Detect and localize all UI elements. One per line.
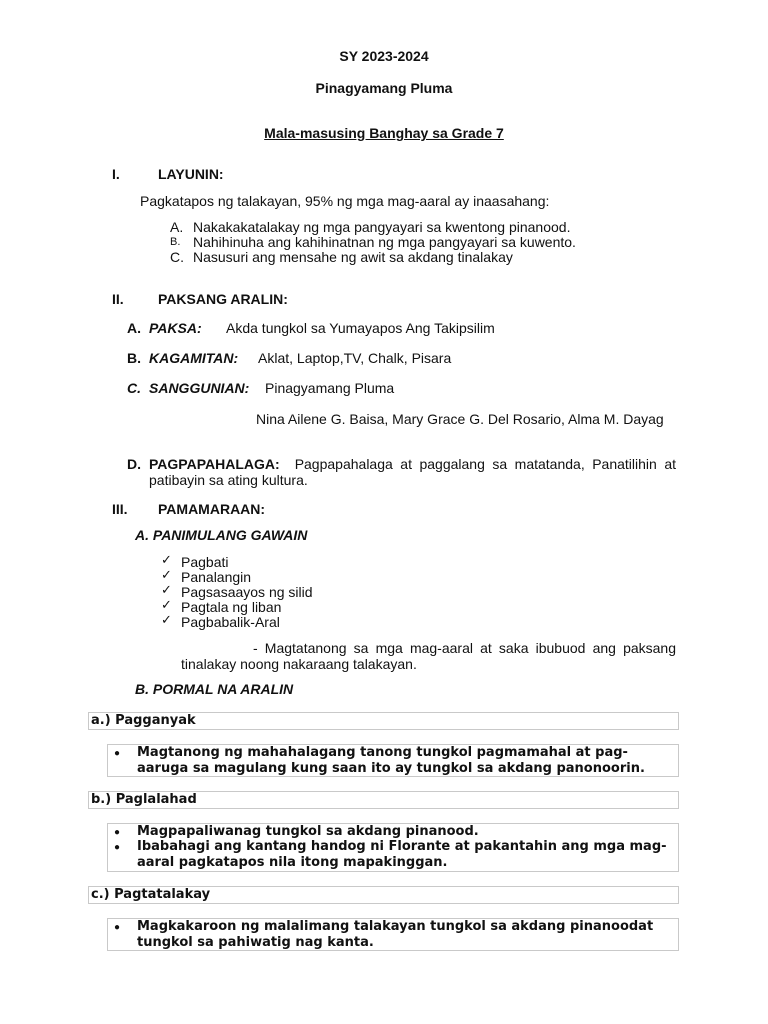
checklist-item: Pagtala ng liban <box>181 599 282 615</box>
layunin-intro: Pagkatapos ng talakayan, 95% ng mga mag-aaral ay inaasahang: <box>140 193 550 209</box>
balik-aral-note: - Magtatanong sa mga mag-aaral at saka ibubuod ang paksang tinalakay noong nakaraang talakayan. <box>181 640 676 672</box>
pagganyak-bullet: Magtanong ng mahahalagang tanong tungkol pagmamahal at pag-aaruga sa magulang kung saan ito ay tungkol sa akdang panonoorin. <box>137 745 645 776</box>
kagamitan-label: KAGAMITAN: <box>149 350 239 366</box>
plan-title: Mala-masusing Banghay sa Grade 7 <box>264 125 504 141</box>
paksa-value: Akda tungkol sa Yumayapos Ang Takipsilim <box>226 320 495 336</box>
layunin-item-a: Nakakakatalakay ng mga pangyayari sa kwentong pinanood. <box>193 219 571 235</box>
pamamaraan-heading: PAMAMARAAN: <box>158 501 266 517</box>
layunin-letter-a: A. <box>170 219 184 235</box>
layunin-letter-b: B. <box>170 236 181 248</box>
layunin-letter-c: C. <box>170 249 184 265</box>
bullet-icon: ● <box>114 827 121 838</box>
layunin-item-c: Nasusuri ang mensahe ng awit sa akdang tinalakay <box>193 249 513 265</box>
paglalahad-bullet: Magpapaliwanag tungkol sa akdang pinanood. <box>137 824 479 839</box>
bullet-icon: ● <box>114 842 121 853</box>
pagpapahalaga-value: Pagpapahalaga at paggalang sa matatanda, Panatilihin at patibayin sa ating kultura. <box>149 456 676 488</box>
layunin-item-b: Nahihinuha ang kahihinatnan ng mga pangyayari sa kuwento. <box>193 234 576 250</box>
layunin-heading: LAYUNIN: <box>158 166 224 182</box>
sanggunian-value: Pinagyamang Pluma <box>265 380 395 396</box>
paksang-aralin-heading: PAKSANG ARALIN: <box>158 291 288 307</box>
checklist-item: Pagbabalik-Aral <box>181 614 280 630</box>
sanggunian-authors: Nina Ailene G. Baisa, Mary Grace G. Del Rosario, Alma M. Dayag <box>256 411 664 427</box>
pagpapahalaga-letter: D. <box>127 456 141 472</box>
section-label-box <box>88 712 679 730</box>
pagganyak-label: a.) Pagganyak <box>91 713 196 728</box>
pagtatalakay-bullet: Magkakaroon ng malalimang talakayan tungkol sa akdang pinanoodat tungkol sa pahiwatig nag kanta. <box>137 919 654 950</box>
bullet-icon: ● <box>114 748 121 759</box>
section-label-box <box>88 791 679 809</box>
panimulang-gawain-heading: A. PANIMULANG GAWAIN <box>135 527 308 543</box>
kagamitan-letter: B. <box>127 350 141 366</box>
sanggunian-label: SANGGUNIAN: <box>149 380 250 396</box>
paglalahad-bullet: Ibabahagi ang kantang handog ni Florante at pakantahin ang mga mag-aaral pagkatapos nila itong mapakinggan. <box>137 839 667 870</box>
bullet-icon: ● <box>114 922 121 933</box>
checklist-item: Pagsasaayos ng silid <box>181 584 313 600</box>
paglalahad-box <box>107 823 679 872</box>
paksa-letter: A. <box>127 320 141 336</box>
check-icon: ✓ <box>161 568 172 583</box>
paksa-label: PAKSA: <box>149 320 202 336</box>
pormal-na-aralin-heading: B. PORMAL NA ARALIN <box>135 681 294 697</box>
pagpapahalaga-block <box>149 456 676 488</box>
kagamitan-value: Aklat, Laptop,TV, Chalk, Pisara <box>258 350 452 366</box>
book-title: Pinagyamang Pluma <box>315 80 453 96</box>
check-icon: ✓ <box>161 613 172 628</box>
pagpapahalaga-label: PAGPAPAHALAGA: <box>149 456 280 472</box>
checklist-item: Panalangin <box>181 569 252 585</box>
sanggunian-letter: C. <box>127 380 141 396</box>
section-num-2: II. <box>112 291 124 307</box>
pagtatalakay-box <box>107 918 679 951</box>
pagtatalakay-label: c.) Pagtatalakay <box>91 887 211 902</box>
section-label-box <box>88 886 679 904</box>
checklist-item: Pagbati <box>181 554 229 570</box>
check-icon: ✓ <box>161 553 172 568</box>
school-year: SY 2023-2024 <box>339 48 429 64</box>
check-icon: ✓ <box>161 598 172 613</box>
check-icon: ✓ <box>161 583 172 598</box>
section-num-3: III. <box>112 501 128 517</box>
pagganyak-box <box>107 744 679 777</box>
paglalahad-label: b.) Paglalahad <box>91 792 197 807</box>
section-num-1: I. <box>112 166 120 182</box>
